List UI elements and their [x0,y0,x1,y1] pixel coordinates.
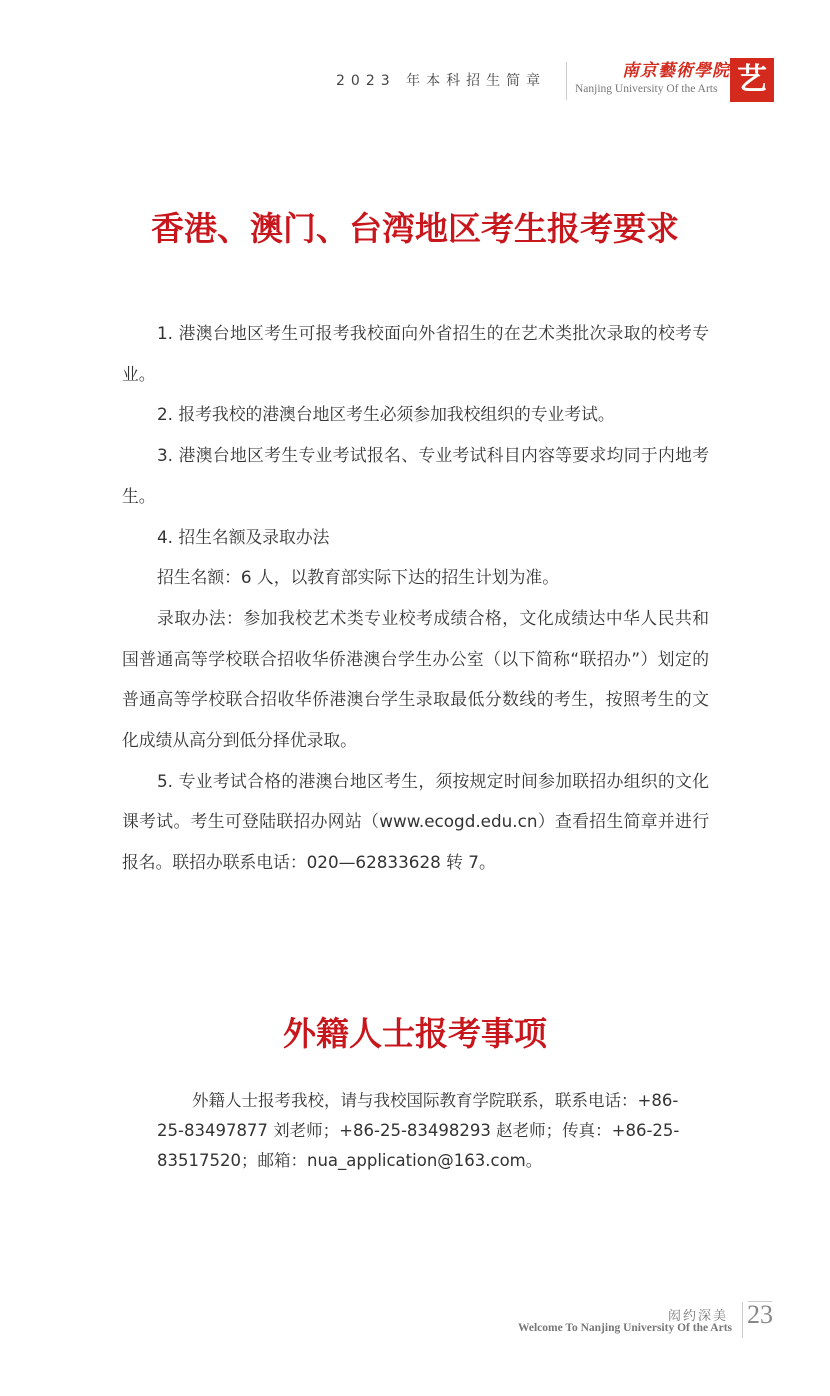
footer-divider [742,1302,743,1338]
paragraph: 2. 报考我校的港澳台地区考生必须参加我校组织的专业考试。 [157,404,615,425]
section-title-hk-macao-taiwan: 香港、澳门、台湾地区考生报考要求 [151,209,679,248]
paragraph: 4. 招生名额及录取办法 [157,526,330,547]
school-name-en: Nanjing University Of the Arts [575,83,718,95]
section-body-hk-macao-taiwan [122,313,709,883]
header-divider [566,62,567,100]
page-number: 23 [747,1300,773,1329]
section-title-foreign-applicants: 外籍人士报考事项 [283,1014,547,1053]
paragraph: 外籍人士报考我校，请与我校国际教育学院联系，联系电话：+86-25-83497877 刘老师；+86-25-83498293 赵老师；传真：+86-25-83517520；邮箱：nua_application@163.com。 [157,1091,680,1170]
paragraph: 录取办法：参加我校艺术类专业校考成绩合格，文化成绩达中华人民共和国普通高等学校联合招收华侨港澳台学生办公室（以下简称“联招办”）划定的普通高等学校联合招收华侨港澳台学生录取最低分数线的考生，按照考生的文化成绩从高分到低分择优录取。 [122,607,709,751]
school-logo-seal: 艺 [730,58,774,102]
school-name-cn: 南京藝術學院 [622,61,730,81]
brochure-title: 2023 年本科招生简章 [336,73,547,89]
footer-motto: 闳约深美 [668,1309,729,1324]
paragraph: 招生名额：6 人，以教育部实际下达的招生计划为准。 [157,567,559,588]
paragraph: 5. 专业考试合格的港澳台地区考生，须按规定时间参加联招办组织的文化课考试。考生可登陆联招办网站（www.ecogd.edu.cn）查看招生简章并进行报名。联招办联系电话：020—62833628 转 7。 [122,770,709,873]
paragraph: 3. 港澳台地区考生专业考试报名、专业考试科目内容等要求均同于内地考生。 [122,445,709,506]
section-body-foreign-applicants [157,1086,687,1176]
footer-welcome: Welcome To Nanjing University Of the Arts [518,1322,733,1334]
paragraph: 1. 港澳台地区考生可报考我校面向外省招生的在艺术类批次录取的校考专业。 [122,323,709,384]
